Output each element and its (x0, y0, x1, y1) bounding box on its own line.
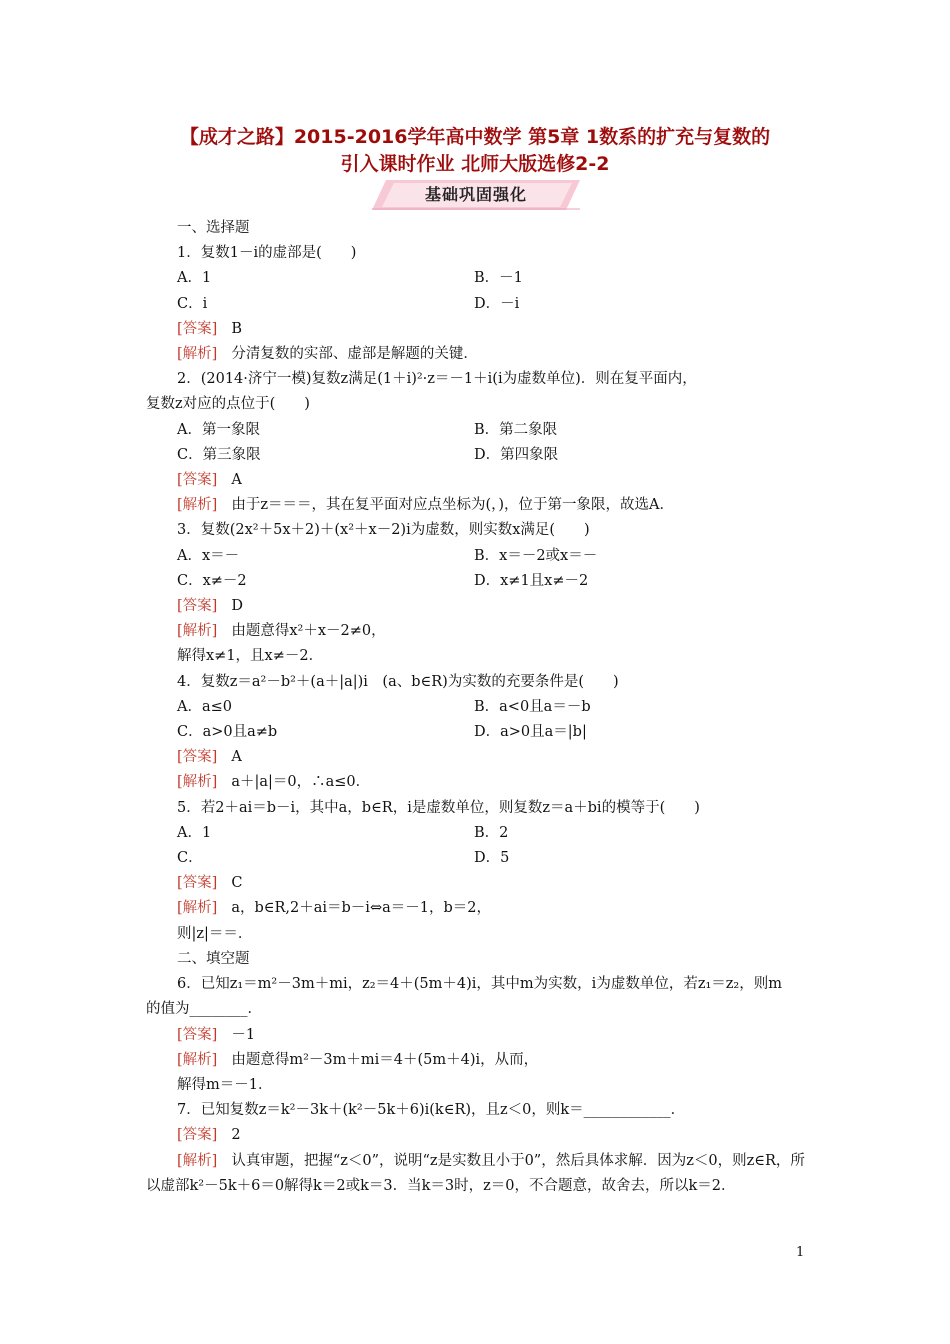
option-d: D．a>0且a＝|b| (474, 724, 587, 741)
option-b: B．2 (474, 824, 509, 841)
option-c: C． (177, 850, 203, 867)
options-row (146, 544, 814, 569)
answer-line (146, 594, 814, 619)
answer-label: [答案] (177, 1026, 218, 1043)
answer-line (146, 1023, 814, 1048)
question-5: 5．若2＋ai＝b－i，其中a，b∈R，i是虚数单位，则复数z＝a＋bi的模等于( ) (177, 799, 700, 816)
explanation-text: 认真审题，把握“z＜0”，说明“z是实数且小于0”，然后具体求解．因为z＜0，则z∈R，所以虚部k²－5k＋6＝0解得k＝2或k＝3．当k＝3时，z＝0，不合题意，故舍去，所以k＝2． (146, 1152, 805, 1194)
document-title (100, 124, 850, 178)
option-d: D．x≠1且x≠－2 (474, 572, 589, 589)
answer-value: B (231, 320, 242, 337)
question-3: 3．复数(2x²＋5x＋2)＋(x²＋x－2)i为虚数，则实数x满足( ) (177, 522, 590, 539)
explanation-line (146, 1048, 814, 1073)
option-b: B．－1 (474, 270, 523, 287)
explanation-continued: 解得m＝－1． (177, 1076, 273, 1093)
section-heading-fill: 二、填空题 (177, 950, 250, 967)
banner-title: 基础巩固强化 (424, 185, 527, 204)
answer-line (146, 1123, 814, 1148)
option-d: D．5 (474, 850, 510, 867)
explanation-line (146, 770, 814, 795)
explanation-text: a，b∈R,2＋ai＝b－i⇔a＝－1，b＝2， (231, 900, 491, 917)
answer-label: [答案] (177, 749, 218, 766)
page-number: 1 (796, 1245, 805, 1260)
explanation-text: 分清复数的实部、虚部是解题的关键． (231, 346, 478, 363)
question-2-continued: 复数z对应的点位于( ) (146, 396, 310, 413)
explanation-label: [解析] (177, 1152, 218, 1169)
options-row (146, 695, 814, 720)
answer-label: [答案] (177, 598, 218, 615)
options-row (146, 418, 814, 443)
explanation-line (146, 619, 814, 644)
explanation-text: 由于z＝＝＝，其在复平面对应点坐标为(，)，位于第一象限，故选A． (231, 497, 675, 514)
options-row (146, 821, 814, 846)
option-d: D．－i (474, 295, 520, 312)
option-a: A．1 (177, 824, 212, 841)
question-6: 6．已知z₁＝m²－3m＋mi，z₂＝4＋(5m＋4)i，其中m为实数，i为虚数单位，若z₁＝z₂，则m (177, 976, 782, 993)
answer-line (146, 317, 814, 342)
question-1: 1．复数1－i的虚部是( ) (177, 245, 357, 262)
explanation-label: [解析] (177, 623, 218, 640)
answer-value: －1 (231, 1026, 256, 1043)
question-4: 4．复数z＝a²－b²＋(a＋|a|)i (a、b∈R)为实数的充要条件是( ) (177, 673, 619, 690)
explanation-line (146, 1149, 814, 1199)
options-row (146, 569, 814, 594)
option-a: A．a≤0 (177, 698, 232, 715)
section-banner (372, 180, 580, 210)
answer-line (146, 468, 814, 493)
option-b: B．x＝－2或x＝－ (474, 547, 598, 564)
question-2: 2．(2014·济宁一模)复数z满足(1＋i)²·z＝－1＋i(i为虚数单位)．则在复平面内， (177, 371, 697, 388)
option-c: C．i (177, 295, 208, 312)
document-body (146, 216, 814, 1199)
option-c: C．a>0且a≠b (177, 724, 278, 741)
option-a: A．1 (177, 270, 212, 287)
answer-line (146, 871, 814, 896)
explanation-text: 由题意得x²＋x－2≠0， (231, 623, 386, 640)
answer-line (146, 745, 814, 770)
option-d: D．第四象限 (474, 446, 559, 463)
explanation-line (146, 493, 814, 518)
explanation-label: [解析] (177, 1051, 218, 1068)
options-row (146, 292, 814, 317)
options-row (146, 443, 814, 468)
title-line-2: 引入课时作业 北师大版选修2-2 (340, 153, 610, 175)
section-heading-choice: 一、选择题 (177, 220, 250, 236)
option-c: C．x≠－2 (177, 572, 247, 589)
explanation-label: [解析] (177, 497, 218, 514)
answer-value: A (231, 749, 242, 766)
option-b: B．a<0且a＝－b (474, 698, 591, 715)
explanation-label: [解析] (177, 900, 218, 917)
answer-label: [答案] (177, 320, 218, 337)
answer-value: D (231, 598, 243, 615)
answer-value: C (231, 875, 243, 892)
explanation-continued: 则|z|＝＝． (177, 925, 253, 942)
option-a: A．x＝－ (177, 547, 240, 564)
answer-label: [答案] (177, 1127, 218, 1144)
title-line-1: 【成才之路】2015-2016学年高中数学 第5章 1数系的扩充与复数的 (179, 126, 771, 148)
options-row (146, 266, 814, 291)
explanation-label: [解析] (177, 774, 218, 791)
question-6-continued: 的值为________． (146, 1001, 262, 1018)
explanation-text: a＋|a|＝0，∴a≤0． (231, 774, 371, 791)
answer-label: [答案] (177, 875, 218, 892)
option-c: C．第三象限 (177, 446, 261, 463)
explanation-continued: 解得x≠1，且x≠－2． (177, 648, 324, 665)
answer-value: A (231, 472, 242, 489)
option-a: A．第一象限 (177, 421, 260, 438)
question-7: 7．已知复数z＝k²－3k＋(k²－5k＋6)i(k∈R)，且z＜0，则k＝____________． (177, 1102, 686, 1119)
answer-label: [答案] (177, 472, 218, 489)
explanation-line (146, 896, 814, 921)
option-b: B．第二象限 (474, 421, 558, 438)
explanation-label: [解析] (177, 346, 218, 363)
explanation-text: 由题意得m²－3m＋mi＝4＋(5m＋4)i，从而， (231, 1051, 539, 1068)
options-row (146, 846, 814, 871)
explanation-line (146, 342, 814, 367)
options-row (146, 720, 814, 745)
answer-value: 2 (231, 1127, 241, 1144)
